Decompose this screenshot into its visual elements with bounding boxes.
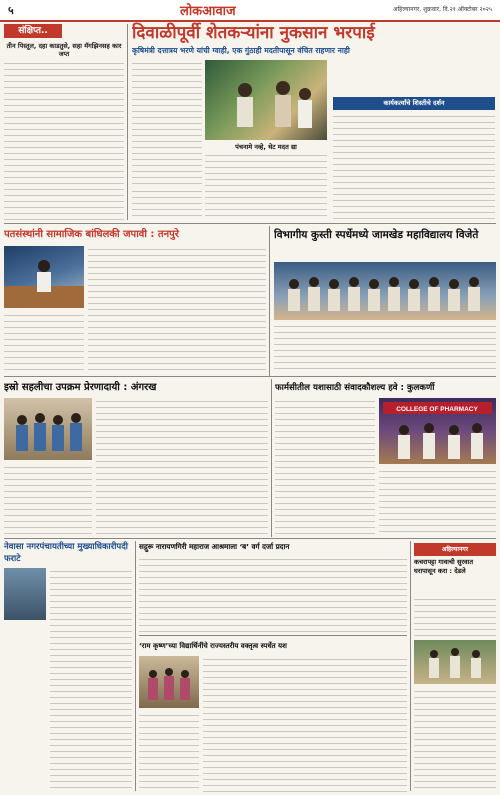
- ashram-headline: सद्गुरू नारायणगिरी महाराज आश्रमाला ‘ब’ वर्ग दर्जा प्रदान: [139, 542, 290, 551]
- kachrapatti-tag: अहिल्यानगर: [414, 543, 496, 556]
- kachrapatti-headline: कचरापट्टा गावाची सुरवात घरापासून करा : देडले: [414, 558, 474, 575]
- pharmacy-text2: [379, 468, 496, 534]
- pharmacy-photo: [379, 398, 496, 464]
- kachrapatti-photo: [414, 640, 496, 684]
- lead-photo-figures: [205, 60, 327, 140]
- kusti-text: [274, 323, 496, 373]
- lead-subhead: कृषिमंत्री दत्तात्रय भरणे यांची ग्वाही, एक गुंठाही मदतीपासून वंचित राहणार नाही: [132, 46, 350, 55]
- brief-text: [4, 60, 124, 220]
- ramkrushna-headline: ‘राम कृष्ण’च्या विद्यार्थिनींचे राज्यस्तरीय वक्तृत्व स्पर्धेत यश: [139, 642, 287, 650]
- lead-sidebar-text: [333, 113, 495, 220]
- pharmacy-banner-text: COLLEGE OF PHARMACY: [396, 406, 478, 413]
- tanpure-photo: [4, 246, 84, 308]
- kusti-photo: [274, 262, 496, 320]
- brief-tag: संक्षिप्त..: [4, 24, 62, 38]
- angarakh-headline: इस्रो सहलीचा उपक्रम प्रेरणादायी : अंगरख: [4, 382, 157, 393]
- newasa-text: [50, 568, 132, 792]
- angarakh-text: [96, 398, 268, 534]
- lead-photo-caption: पंचनामे नव्हे, थेट मदत द्या: [235, 143, 297, 151]
- lead-text-col3: [132, 188, 202, 220]
- newasa-portrait: [4, 568, 46, 620]
- newasa-headline: नेवासा नगरपंचायतीच्या मुख्याधिकारीपदी फराटे: [4, 542, 128, 564]
- masthead: [0, 0, 500, 22]
- ramkrushna-text: [203, 656, 407, 792]
- lead-text-col2: [205, 152, 327, 220]
- kachrapatti-text2: [414, 688, 496, 792]
- tanpure-text: [88, 246, 266, 372]
- angarakh-photo: [4, 398, 92, 460]
- tanpure-text2: [4, 312, 84, 372]
- ashram-text: [139, 556, 407, 632]
- angarakh-text2: [4, 464, 92, 534]
- ramkrushna-text2: [139, 712, 199, 792]
- page-number: ५: [8, 4, 14, 17]
- brief-headline: तीन पिस्तूल, दहा काडतुसे, सहा मॅगझिनसह कार जप्त: [6, 42, 122, 58]
- lead-photo: [205, 60, 327, 140]
- ramkrushna-photo: [139, 656, 199, 708]
- lead-sidebar-box: कार्यकर्त्यांचे शिस्तीचे दर्शन: [333, 97, 495, 110]
- pharmacy-headline: फार्मसीतील यशासाठी संवादकौशल्य हवे : कुलकर्णी: [275, 383, 435, 393]
- lead-headline: दिवाळीपूर्वी शेतकऱ्यांना नुकसान भरपाई: [132, 23, 375, 43]
- kachrapatti-text: [414, 596, 496, 636]
- date-line: अहिल्यानगर, शुक्रवार, दि.२१ ऑक्टोबर २०२५: [393, 6, 492, 13]
- kusti-headline: विभागीय कुस्ती स्पर्धेमध्ये जामखेड महाविद्यालय विजेते: [274, 229, 479, 241]
- newspaper-logo: लोकआवाज: [180, 4, 236, 19]
- pharmacy-text: [275, 398, 375, 534]
- lead-text-col: [132, 60, 202, 185]
- tanpure-headline: पतसंस्थांनी सामाजिक बांधिलकी जपावी : तनपुरे: [4, 229, 179, 240]
